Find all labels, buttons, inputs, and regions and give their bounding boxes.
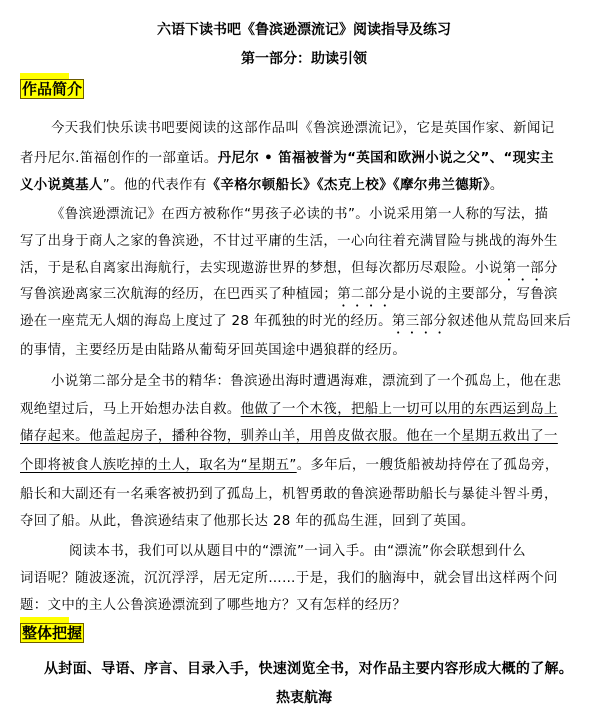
- text-segment: 观绝望过后，马上开始想办法自救。: [20, 402, 241, 417]
- section-heading-intro: 作品简介: [22, 80, 83, 98]
- emphasis-part-one: 第一部: [502, 261, 545, 276]
- paragraph-1-line-2: [20, 150, 554, 168]
- document-subtitle: 第一部分：助读引领: [241, 51, 367, 67]
- section-heading-overview: 整体把握: [22, 624, 83, 642]
- paragraph-4-line-1: 阅读本书，我们可以从题目中的“漂流”一词入手。由“漂流”你会联想到什么: [69, 544, 526, 559]
- text-segment: 分: [544, 261, 558, 276]
- text-segment: 。多年后，一艘货船被劫持停在了孤岛旁，: [296, 458, 559, 473]
- works-list: 《辛格尔顿船长》《杰克上校》《摩尔弗兰德斯》: [206, 178, 490, 193]
- text-segment: ”。他的代表作有: [102, 178, 207, 193]
- text-segment: 是小说的主要部分，写鲁滨: [392, 287, 558, 302]
- paragraph-2-line-6: 的事情，主要经历是由陆路从葡萄牙回英国途中遇狼群的经历。: [20, 343, 407, 358]
- text-segment: 者丹尼尔.笛福创作的一部童话。: [20, 151, 218, 166]
- emphasis-part-three: 第三部分: [391, 314, 448, 329]
- paragraph-2-line-2: 写了出身于商人之家的鲁滨逊，不甘过平庸的生活，一心向往着充满冒险与挑战的海外生: [20, 234, 558, 249]
- paragraph-1-line-1: 今天我们快乐读书吧要阅读的这部作品叫《鲁滨逊漂流记》，它是英国作家、新闻记: [51, 121, 555, 136]
- text-segment: 叙述他从荒岛回来后: [447, 314, 572, 329]
- paragraph-2-line-1: 《鲁滨逊漂流记》在西方被称作“男孩子必读的书”。小说采用第一人称的写法，描: [51, 207, 549, 222]
- paragraph-4-line-3: 题：文中的主人公鲁滨逊漂流到了哪些地方？又有怎样的经历？: [20, 598, 407, 613]
- paragraph-2-line-5: [20, 313, 571, 337]
- paragraph-2-line-4: [20, 286, 558, 310]
- text-segment: 。: [489, 178, 504, 193]
- underlined-segment: 个即将被食人族吃掉的土人，取名为“星期五”: [20, 458, 297, 473]
- paragraph-3-line-5: 船长和大副还有一名乘客被扔到了孤岛上，机智勇敢的鲁滨逊帮助船长与暴徒斗智斗勇，: [20, 487, 558, 502]
- paragraph-3-line-2: [20, 401, 558, 419]
- emphasis-part-two: 第二部分: [337, 287, 393, 302]
- paragraph-2-line-3: [20, 260, 558, 284]
- document-title: 六语下读书吧《鲁滨逊漂流记》阅读指导及练习: [157, 22, 451, 38]
- paragraph-3-line-1: 小说第二部分是全书的精华：鲁滨逊出海时遭遇海难，漂流到了一个孤岛上，他在悲: [51, 374, 562, 389]
- underlined-segment: 他做了一个木筏，把船上一切可以用的东西运到岛上: [240, 402, 558, 417]
- text-segment: 逊在一座荒无人烟的海岛上度过了 28 年孤独的时光的经历。: [20, 314, 392, 329]
- text-segment-bold: 义小说奠基人: [20, 178, 103, 193]
- text-segment: 活，于是私自离家出海航行，去实现遨游世界的梦想，但每次都历尽艰险。小说: [20, 261, 503, 276]
- paragraph-3-line-3: 储存起来。他盖起房子，播种谷物，驯养山羊，用兽皮做衣服。他在一个星期五救出了一: [20, 429, 558, 444]
- paragraph-3-line-4: [20, 457, 559, 475]
- subheading-sailing: 热衷航海: [276, 690, 332, 706]
- paragraph-1-line-3: [20, 177, 504, 195]
- text-segment-bold: 丹尼尔 • 笛福被誉为“英国和欧洲小说之父”、“现实主: [217, 151, 555, 166]
- guide-text: 从封面、导语、序言、目录入手，快速浏览全书，对作品主要内容形成大概的了解。: [44, 661, 574, 677]
- text-segment: 写鲁滨逊离家三次航海的经历，在巴西买了种植园；: [20, 287, 338, 302]
- paragraph-4-line-2: 词语呢？随波逐流，沉沉浮浮，居无定所……于是，我们的脑海中，就会冒出这样两个问: [20, 571, 558, 586]
- paragraph-3-line-6: 夺回了船。从此，鲁滨逊结束了他那长达 28 年的孤岛生涯，回到了英国。: [20, 514, 475, 529]
